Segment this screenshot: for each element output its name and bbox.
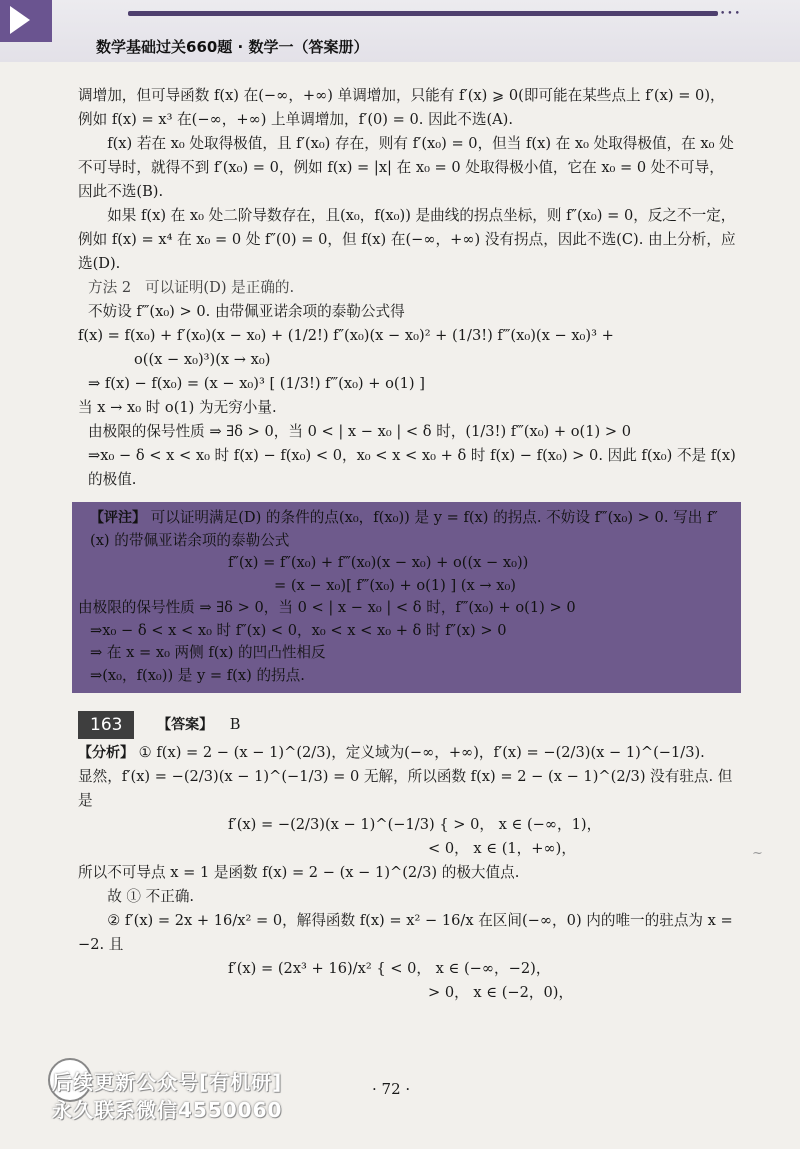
taylor-equation-line-1: f(x) = f(x₀) + f′(x₀)(x − x₀) + (1/2!) f″(x₀)(x − x₀)² + (1/3!) f‴(x₀)(x − x₀)³ + <box>78 327 614 344</box>
cases-block-1b <box>78 837 738 861</box>
margin-mark: ~ <box>752 846 763 861</box>
cases-block-2b <box>78 981 738 1005</box>
cases-1-a: > 0， x ∈ (−∞，1)， <box>453 816 602 833</box>
paragraph-2: f(x) 若在 x₀ 处取得极值，且 f′(x₀) 存在，则有 f′(x₀) = 0，但当 f(x) 在 x₀ 处取得极值，在 x₀ 处不可导时，就得不到 f′(x₀) = 0，例如 f(x) = |x| 在 x₀ = 0 处取得极小值，它在 x₀ = 0 处不可导，因此不选(B). <box>78 135 734 200</box>
page-header <box>0 0 800 62</box>
analysis-line-4: 故 ① 不正确. <box>107 888 195 905</box>
comment-line-5: ⇒(x₀，f(x₀)) 是 y = f(x) 的拐点. <box>90 666 305 684</box>
play-arrow-icon <box>10 6 30 34</box>
analysis-text-1: ① f(x) = 2 − (x − 1)^(2/3)，定义域为(−∞，+∞)，f′(x) = −(2/3)(x − 1)^(−1/3). <box>138 744 705 761</box>
cases-1-lead: f′(x) = −(2/3)(x − 1)^(−1/3) <box>228 816 435 833</box>
paragraph-1: 调增加，但可导函数 f(x) 在(−∞，+∞) 单调增加，只能有 f′(x) ⩾ 0(即可能在某些点上 f′(x) = 0)，例如 f(x) = x³ 在(−∞，+∞) 上单调增加，f′(0) = 0. 因此不选(A). <box>78 87 725 128</box>
comment-label: 【评注】 <box>90 510 146 526</box>
page-body <box>78 84 738 1005</box>
paragraph-4: 不妨设 f‴(x₀) > 0. 由带佩亚诺余项的泰勒公式得 <box>88 303 405 320</box>
paragraph-5: 当 x → x₀ 时 o(1) 为无穷小量. <box>78 399 277 416</box>
comment-equation-1: f″(x) = f″(x₀) + f‴(x₀)(x − x₀) + o((x − x₀)) <box>228 554 529 571</box>
comment-equation-2: = (x − x₀)[ f‴(x₀) + o(1) ] (x → x₀) <box>274 576 517 594</box>
analysis-line-2: 显然，f′(x) = −(2/3)(x − 1)^(−1/3) = 0 无解，所以函数 f(x) = 2 − (x − 1)^(2/3) 没有驻点. 但是 <box>78 768 733 809</box>
cases-2-b: > 0， x ∈ (−2，0)， <box>428 984 574 1001</box>
problem-header <box>78 711 738 741</box>
answer-value: B <box>229 716 241 733</box>
cases-1-b: < 0， x ∈ (1，+∞)， <box>428 840 576 857</box>
method-2-label: 方法 2 <box>88 279 132 296</box>
cases-block-2 <box>78 957 738 981</box>
taylor-equation-line-2: o((x − x₀)³)(x → x₀) <box>134 351 271 368</box>
method-2 <box>78 276 738 300</box>
comment-line-2: 由极限的保号性质 ⇒ ∃δ > 0，当 0 < | x − x₀ | < δ 时，f‴(x₀) + o(1) > 0 <box>78 599 576 616</box>
header-rule <box>128 11 718 16</box>
analysis-label: 【分析】 <box>78 745 134 761</box>
watermark-line-2: 永久联系微信4550060 <box>52 1098 283 1122</box>
watermark-line-1: 后续更新公众号[有机研] <box>52 1070 283 1094</box>
page-number: · 72 · <box>372 1080 411 1098</box>
corner-tab <box>0 0 52 42</box>
answer-label: 【答案】 <box>157 717 214 733</box>
paragraph-7: ⇒x₀ − δ < x < x₀ 时 f(x) − f(x₀) < 0，x₀ < x < x₀ + δ 时 f(x) − f(x₀) > 0. 因此 f(x₀) 不是 f(x) 的极值. <box>88 447 736 488</box>
cases-2-brace: { <box>376 960 391 977</box>
method-2-text: 可以证明(D) 是正确的. <box>145 279 295 296</box>
cases-2-lead: f′(x) = (2x³ + 16)/x² <box>228 960 372 977</box>
comment-box <box>72 502 741 693</box>
cases-block-1 <box>78 813 738 837</box>
analysis-line-5: ② f′(x) = 2x + 16/x² = 0，解得函数 f(x) = x² − 16/x 在区间(−∞，0) 内的唯一的驻点为 x = −2. 且 <box>78 912 733 953</box>
comment-line-4: ⇒ 在 x = x₀ 两侧 f(x) 的凹凸性相反 <box>90 644 326 661</box>
analysis-line-1 <box>78 741 738 765</box>
cases-1-brace: { <box>439 816 454 833</box>
comment-text: 可以证明满足(D) 的条件的点(x₀，f(x₀)) 是 y = f(x) 的拐点. 不妨设 f‴(x₀) > 0. 写出 f″(x) 的带佩亚诺余项的泰勒公式 <box>90 509 718 549</box>
analysis-line-3: 所以不可导点 x = 1 是函数 f(x) = 2 − (x − 1)^(2/3) 的极大值点. <box>78 864 520 881</box>
running-title: 数学基础过关660题 · 数学一（答案册） <box>96 38 369 56</box>
difference-equation: ⇒ f(x) − f(x₀) = (x − x₀)³ [ (1/3!) f‴(x₀) + o(1) ] <box>88 375 425 392</box>
cases-2-a: < 0， x ∈ (−∞，−2)， <box>390 960 551 977</box>
comment-line-1 <box>78 507 733 552</box>
header-dots: ••• <box>720 9 742 19</box>
problem-number: 163 <box>78 711 134 739</box>
paragraph-3: 如果 f(x) 在 x₀ 处二阶导数存在，且(x₀，f(x₀)) 是曲线的拐点坐标，则 f″(x₀) = 0，反之不一定，例如 f(x) = x⁴ 在 x₀ = 0 处 f″(0) = 0，但 f(x) 在(−∞，+∞) 没有拐点，因此不选(C). 由上分析，应选(D). <box>78 207 736 272</box>
comment-line-3: ⇒x₀ − δ < x < x₀ 时 f″(x) < 0，x₀ < x < x₀ + δ 时 f″(x) > 0 <box>90 621 507 639</box>
paragraph-6: 由极限的保号性质 ⇒ ∃δ > 0，当 0 < | x − x₀ | < δ 时，(1/3!) f‴(x₀) + o(1) > 0 <box>88 423 632 440</box>
